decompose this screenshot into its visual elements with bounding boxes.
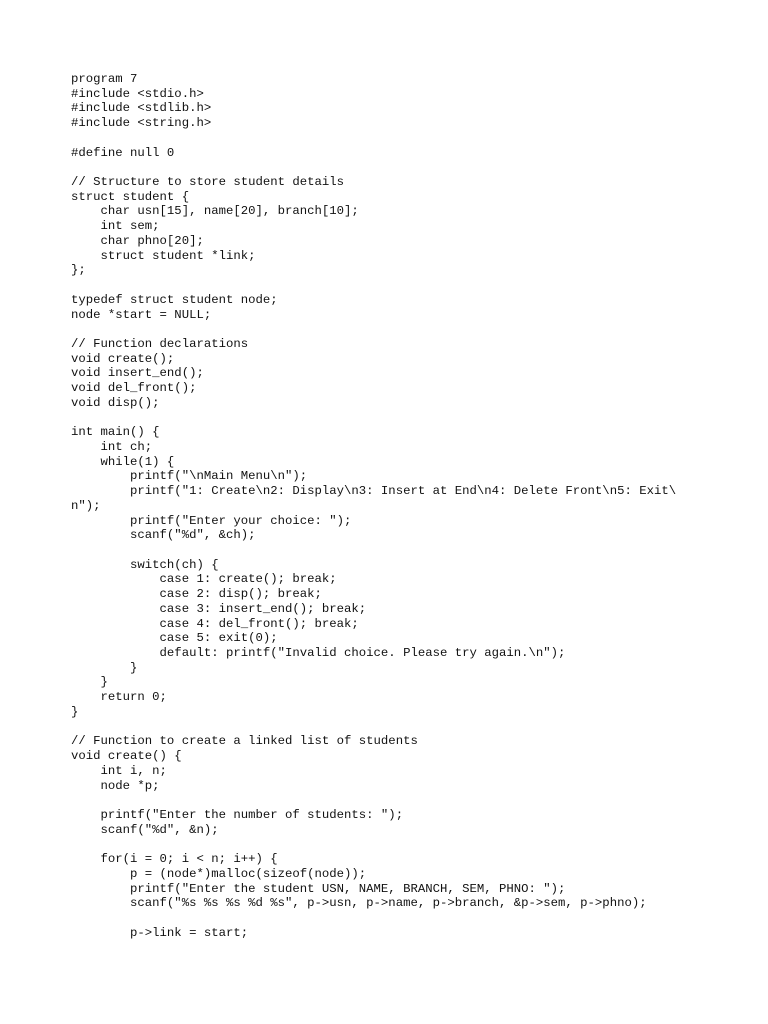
code-line: return 0; <box>71 690 167 705</box>
code-line: }; <box>71 263 86 278</box>
blank-line <box>71 160 751 175</box>
code-listing <box>71 72 751 940</box>
code-line: char phno[20]; <box>71 233 204 248</box>
code-line: int main() { <box>71 425 160 440</box>
code-line: program 7 <box>71 72 138 86</box>
code-line: case 1: create(); break; <box>71 572 337 587</box>
code-line: char usn[15], name[20], branch[10]; <box>71 204 359 219</box>
code-line: struct student *link; <box>71 248 256 263</box>
code-line: while(1) { <box>71 454 175 469</box>
code-line: printf("Enter the number of students: "); <box>71 807 404 822</box>
code-line: case 5: exit(0); <box>71 631 278 646</box>
code-line: void create() { <box>71 749 182 764</box>
code-line: struct student { <box>71 189 190 204</box>
code-line: #include <stdio.h> <box>71 86 204 101</box>
code-line: void disp(); <box>71 395 160 410</box>
code-line: // Function to create a linked list of students <box>71 734 418 749</box>
blank-line <box>71 720 751 735</box>
code-line: n"); <box>71 498 101 513</box>
blank-line <box>71 793 751 808</box>
code-line: case 2: disp(); break; <box>71 587 322 602</box>
code-line: scanf("%d", &ch); <box>71 528 256 543</box>
code-line: default: printf("Invalid choice. Please try again.\n"); <box>71 646 566 661</box>
code-line: case 4: del_front(); break; <box>71 616 359 631</box>
blank-line <box>71 278 751 293</box>
code-line: int ch; <box>71 439 153 454</box>
code-line: int i, n; <box>71 763 167 778</box>
code-line: node *p; <box>71 778 160 793</box>
blank-line <box>71 131 751 146</box>
code-line: printf("1: Create\n2: Display\n3: Insert at End\n4: Delete Front\n5: Exit\ <box>71 484 677 499</box>
code-line: node *start = NULL; <box>71 307 212 322</box>
code-line: // Structure to store student details <box>71 175 345 190</box>
blank-line <box>71 837 751 852</box>
code-line: for(i = 0; i < n; i++) { <box>71 852 278 867</box>
code-line: typedef struct student node; <box>71 292 278 307</box>
code-line: } <box>71 675 108 690</box>
code-line: p->link = start; <box>71 925 249 940</box>
code-line: #define null 0 <box>71 145 175 160</box>
code-line: #include <stdlib.h> <box>71 101 212 116</box>
code-line: } <box>71 660 138 675</box>
blank-line <box>71 911 751 926</box>
code-line: printf("Enter the student USN, NAME, BRANCH, SEM, PHNO: "); <box>71 881 566 896</box>
code-line: #include <string.h> <box>71 116 212 131</box>
code-line: switch(ch) { <box>71 557 219 572</box>
blank-line <box>71 543 751 558</box>
code-line: case 3: insert_end(); break; <box>71 601 367 616</box>
code-line: int sem; <box>71 219 160 234</box>
code-line: } <box>71 704 79 719</box>
code-line: scanf("%d", &n); <box>71 822 219 837</box>
code-line: scanf("%s %s %s %d %s", p->usn, p->name, p->branch, &p->sem, p->phno); <box>71 896 647 911</box>
code-line: void del_front(); <box>71 381 197 396</box>
code-line: // Function declarations <box>71 336 249 351</box>
code-line: p = (node*)malloc(sizeof(node)); <box>71 866 367 881</box>
code-line: void insert_end(); <box>71 366 204 381</box>
blank-line <box>71 411 751 426</box>
code-line: void create(); <box>71 351 175 366</box>
code-line: printf("Enter your choice: "); <box>71 513 352 528</box>
code-line: printf("\nMain Menu\n"); <box>71 469 308 484</box>
blank-line <box>71 322 751 337</box>
